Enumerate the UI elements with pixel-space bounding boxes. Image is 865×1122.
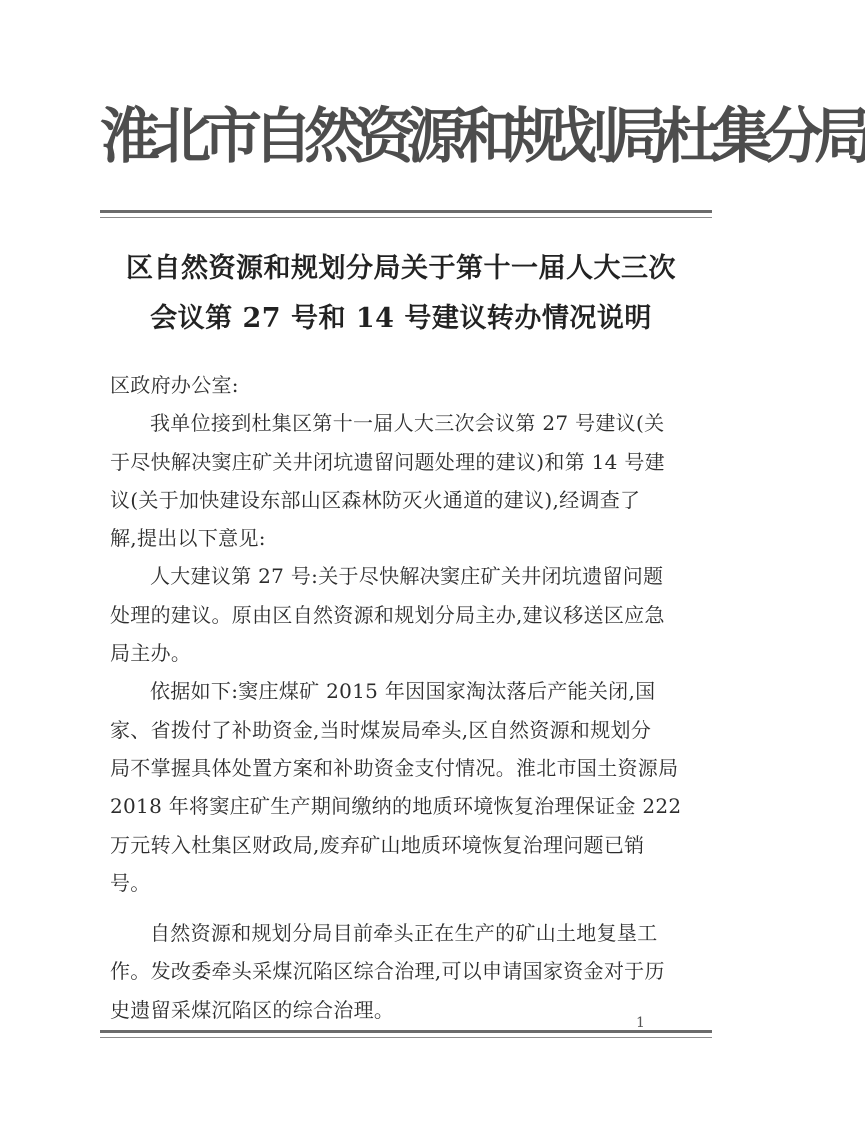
body-line: 家、省拨付了补助资金,当时煤炭局牵头,区自然资源和规划分 bbox=[110, 717, 652, 742]
page-number: 1 bbox=[636, 1015, 645, 1031]
body-line: 局主办。 bbox=[110, 641, 192, 666]
title-line-2: 会议第 27 号和 14 号建议转办情况说明 bbox=[150, 303, 652, 334]
body-line: 2018 年将窦庄矿生产期间缴纳的地质环境恢复治理保证金 222 bbox=[110, 794, 682, 819]
footer-rule-thick bbox=[100, 1030, 712, 1033]
footer-rule-thin bbox=[100, 1037, 712, 1038]
paragraph-gap bbox=[110, 902, 696, 914]
header-rule-thick bbox=[100, 210, 712, 213]
body-line: 处理的建议。原由区自然资源和规划分局主办,建议移送区应急 bbox=[110, 602, 665, 627]
document-body bbox=[110, 366, 696, 1029]
title-line-1: 区自然资源和规划分局关于第十一届人大三次 bbox=[126, 253, 676, 284]
body-line: 于尽快解决窦庄矿关井闭坑遗留问题处理的建议)和第 14 号建 bbox=[110, 449, 665, 474]
body-line: 我单位接到杜集区第十一届人大三次会议第 27 号建议(关 bbox=[150, 411, 665, 436]
body-line: 自然资源和规划分局目前牵头正在生产的矿山土地复垦工 bbox=[150, 921, 658, 946]
body-line: 万元转入杜集区财政局,废弃矿山地质环境恢复治理问题已销 bbox=[110, 832, 645, 857]
body-line: 号。 bbox=[110, 870, 151, 895]
header-organization: 淮北市自然资源和规划局杜集分局 bbox=[100, 102, 865, 172]
body-line: 解,提出以下意见: bbox=[110, 526, 266, 551]
document-title bbox=[96, 244, 706, 344]
salutation: 区政府办公室: bbox=[110, 373, 239, 397]
body-line: 议(关于加快建设东部山区森林防灭火通道的建议),经调查了 bbox=[110, 487, 641, 512]
body-line: 局不掌握具体处置方案和补助资金支付情况。淮北市国土资源局 bbox=[110, 755, 679, 780]
body-line: 依据如下:窦庄煤矿 2015 年因国家淘汰落后产能关闭,国 bbox=[150, 679, 656, 704]
header-rule-thin bbox=[100, 217, 712, 218]
body-line: 史遗留采煤沉陷区的综合治理。 bbox=[110, 997, 395, 1022]
body-line: 作。发改委牵头采煤沉陷区综合治理,可以申请国家资金对于历 bbox=[110, 959, 665, 984]
body-line: 人大建议第 27 号:关于尽快解决窦庄矿关井闭坑遗留问题 bbox=[150, 564, 664, 589]
